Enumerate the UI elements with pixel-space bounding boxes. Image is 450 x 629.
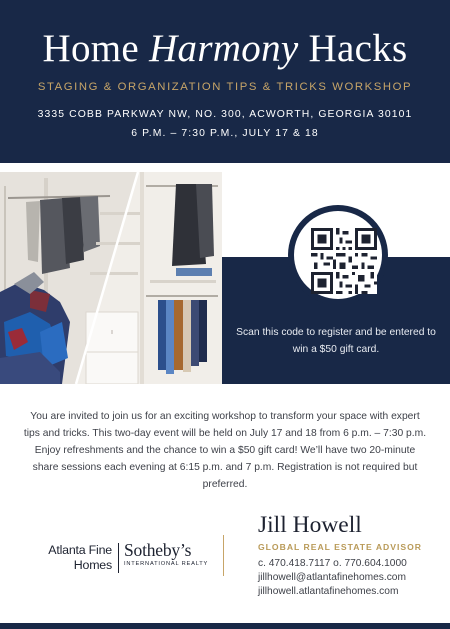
agent-name: Jill Howell: [258, 512, 362, 538]
qr-caption: Scan this code to register and be entered to win a $50 gift card.: [236, 327, 436, 355]
agent-title: GLOBAL REAL ESTATE ADVISOR: [258, 542, 422, 552]
closet-illustration: [0, 172, 222, 384]
qr-circle: [288, 205, 388, 305]
international-realty-label: INTERNATIONAL REALTY: [124, 561, 209, 567]
event-title: [0, 26, 450, 71]
title-part-hacks: Hacks: [298, 27, 408, 70]
agent-phones[interactable]: c. 470.418.7117 o. 770.604.1000: [258, 558, 407, 569]
brand-line-1: Atlanta Fine: [48, 543, 112, 557]
sothebys-wordmark: Sotheby’s: [124, 540, 192, 560]
footer-gold-divider: [223, 535, 224, 576]
atlanta-fine-homes-wordmark: [30, 543, 112, 573]
agent-email-link[interactable]: jillhowell@atlantafinehomes.com: [258, 572, 406, 584]
title-part-harmony: Harmony: [149, 27, 299, 70]
footer-bar: [0, 623, 450, 629]
photo-qr-band: [0, 172, 450, 384]
agent-website-link[interactable]: jillhowell.atlantafinehomes.com: [258, 586, 399, 598]
title-part-home: Home: [42, 27, 150, 70]
event-address: 3335 COBB PARKWAY NW, NO. 300, ACWORTH, GEORGIA 30101: [37, 109, 413, 120]
brand-divider: [118, 543, 119, 573]
closet-before-after-photo: [0, 172, 222, 384]
qr-code-icon[interactable]: [311, 228, 377, 294]
header-banner: [0, 0, 450, 163]
event-subtitle: STAGING & ORGANIZATION TIPS & TRICKS WORKSHOP: [37, 81, 413, 93]
brand-line-2: Homes: [73, 558, 112, 572]
event-description: You are invited to join us for an exciting workshop to transform your space with expert tips and tricks. This two-day event will be held on July 17 and 18 from 6 p.m. – 7:30 p.m. Enjoy refreshments and the chance to win a $50 gift card! We’ll have two 20-minute share sessions each evening at 6:15 p.m. and 7 p.m. Registration is not required but preferred.: [23, 411, 427, 491]
qr-panel: [222, 172, 450, 384]
brokerage-logo: [30, 539, 209, 579]
event-datetime: 6 P.M. – 7:30 P.M., JULY 17 & 18: [131, 128, 319, 139]
agent-contact-block: [258, 512, 438, 600]
